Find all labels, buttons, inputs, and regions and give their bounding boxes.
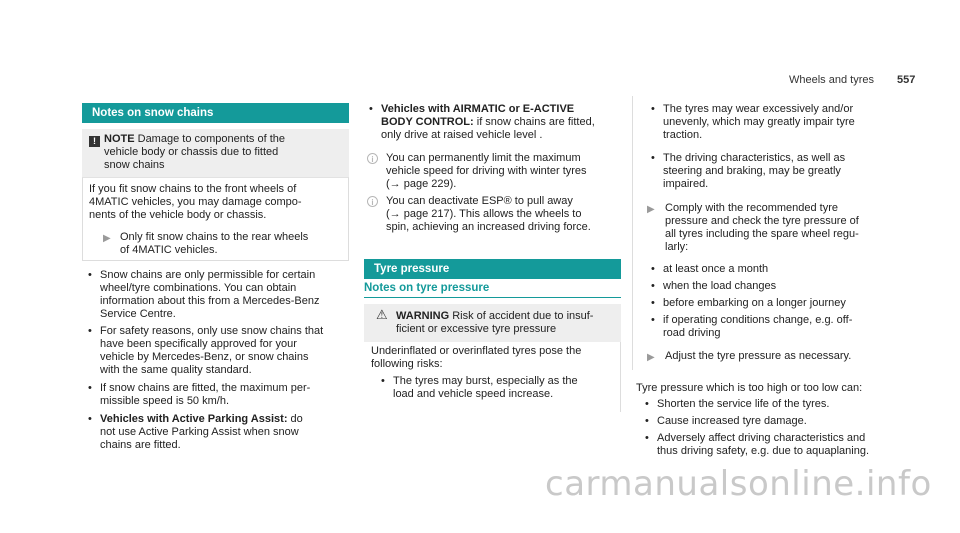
action-line: pressure and check the tyre pressure of: [665, 215, 859, 227]
action-bullet: when the load changes: [663, 280, 777, 292]
action-line: larly:: [665, 241, 689, 253]
running-header: Wheels and tyres: [789, 74, 874, 86]
warning-bullet-line: impaired.: [663, 178, 709, 190]
bullet-line: have been specifically approved for your: [100, 338, 297, 350]
warning-box-border-continued: [632, 96, 633, 370]
bullet-line: Cause increased tyre damage.: [657, 415, 807, 427]
warning-body-line: Underinflated or overinflated tyres pose the: [371, 345, 582, 357]
bullet-line: Adversely affect driving characteristics and: [657, 432, 866, 444]
bullet-line: only drive at raised vehicle level .: [381, 129, 543, 141]
paragraph-intro: Tyre pressure which is too high or too low can:: [636, 382, 863, 394]
bullet-dot: •: [369, 103, 373, 115]
bullet-line: If snow chains are fitted, the maximum per-: [100, 382, 311, 394]
note-action-line: Only fit snow chains to the rear wheels: [120, 231, 309, 243]
warning-box-border: [620, 342, 621, 412]
bullet-line: with the same quality standard.: [100, 364, 252, 376]
action-line: Comply with the recommended tyre: [665, 202, 839, 214]
bullet-dot: •: [651, 297, 655, 309]
bullet-dot: •: [381, 375, 385, 387]
action-bullet: at least once a month: [663, 263, 769, 275]
warning-title-line: WARNING Risk of accident due to insuf-: [396, 310, 594, 322]
bullet-dot: •: [645, 415, 649, 427]
note-body-line: 4MATIC vehicles, you may damage compo-: [89, 196, 302, 208]
note-title-line: NOTE Damage to components of the: [104, 133, 285, 145]
info-line: You can permanently limit the maximum: [386, 152, 581, 164]
bullet-line: vehicle by Mercedes-Benz, or snow chains: [100, 351, 309, 363]
bullet-line: Shorten the service life of the tyres.: [657, 398, 830, 410]
bullet-dot: •: [651, 280, 655, 292]
bullet-dot: •: [651, 103, 655, 115]
bullet-line: not use Active Parking Assist when snow: [100, 426, 299, 438]
bullet-dot: •: [88, 269, 92, 281]
bullet-line: Service Centre.: [100, 308, 176, 320]
note-body-line: nents of the vehicle body or chassis.: [89, 209, 267, 221]
note-action-line: of 4MATIC vehicles.: [120, 244, 218, 256]
bullet-dot: •: [651, 152, 655, 164]
info-line: You can deactivate ESP® to pull away: [386, 195, 573, 207]
warning-body-line: following risks:: [371, 358, 443, 370]
page-number: 557: [897, 74, 916, 86]
warning-bullet-line: The tyres may burst, especially as the: [393, 375, 578, 387]
warning-bullet-line: unevenly, which may greatly impair tyre: [663, 116, 855, 128]
bullet-dot: •: [651, 314, 655, 326]
info-icon: i: [367, 196, 378, 207]
action-bullet: if operating conditions change, e.g. off-: [663, 314, 853, 326]
bullet-line: chains are fitted.: [100, 439, 181, 451]
warning-bullet-line: The tyres may wear excessively and/or: [663, 103, 854, 115]
action-arrow-icon: ▶: [647, 352, 655, 363]
bullet-dot: •: [88, 382, 92, 394]
action-bullet: before embarking on a longer journey: [663, 297, 846, 309]
bullet-line: Snow chains are only permissible for certain: [100, 269, 316, 281]
note-icon: !: [89, 136, 100, 147]
bullet-line: BODY CONTROL: if snow chains are fitted,: [381, 116, 595, 128]
warning-bullet-line: load and vehicle speed increase.: [393, 388, 554, 400]
info-line: spin, achieving an increased driving force.: [386, 221, 591, 233]
warning-bullet-line: The driving characteristics, as well as: [663, 152, 846, 164]
info-icon: i: [367, 153, 378, 164]
action-bullet: road driving: [663, 327, 721, 339]
bullet-dot: •: [645, 398, 649, 410]
section-heading-snow-chains: Notes on snow chains: [82, 103, 349, 123]
note-body-line: If you fit snow chains to the front wheels of: [89, 183, 297, 195]
warning-triangle-icon: ⚠: [376, 307, 388, 322]
bullet-line: Vehicles with Active Parking Assist: do: [100, 413, 303, 425]
note-text-line: vehicle body or chassis due to fitted: [104, 146, 279, 158]
info-line: vehicle speed for driving with winter tyres: [386, 165, 587, 177]
bullet-line: For safety reasons, only use snow chains that: [100, 325, 324, 337]
warning-text-line: ficient or excessive tyre pressure: [396, 323, 557, 335]
section-heading-tyre-pressure: Tyre pressure: [364, 259, 621, 279]
bullet-dot: •: [651, 263, 655, 275]
action-arrow-icon: ▶: [647, 204, 655, 215]
info-line: (→ page 229).: [386, 178, 457, 190]
bullet-dot: •: [88, 325, 92, 337]
subheading-notes-tyre-pressure: Notes on tyre pressure: [364, 282, 621, 298]
action-line: Adjust the tyre pressure as necessary.: [665, 350, 852, 362]
bullet-dot: •: [88, 413, 92, 425]
bullet-line: wheel/tyre combinations. You can obtain: [100, 282, 297, 294]
watermark-text: carmanualsonline.info: [545, 464, 932, 504]
action-arrow-icon: ▶: [103, 233, 111, 244]
warning-bullet-line: traction.: [663, 129, 703, 141]
bullet-line: missible speed is 50 km/h.: [100, 395, 229, 407]
action-line: all tyres including the spare wheel regu-: [665, 228, 859, 240]
bullet-dot: •: [645, 432, 649, 444]
bullet-bold-line: Vehicles with AIRMATIC or E-ACTIVE: [381, 103, 575, 115]
info-line: (→ page 217). This allows the wheels to: [386, 208, 582, 220]
bullet-line: information about this from a Mercedes-Benz: [100, 295, 320, 307]
bullet-line: thus driving safety, e.g. due to aquaplaning.: [657, 445, 869, 457]
warning-bullet-line: steering and braking, may be greatly: [663, 165, 841, 177]
note-text-line: snow chains: [104, 159, 165, 171]
